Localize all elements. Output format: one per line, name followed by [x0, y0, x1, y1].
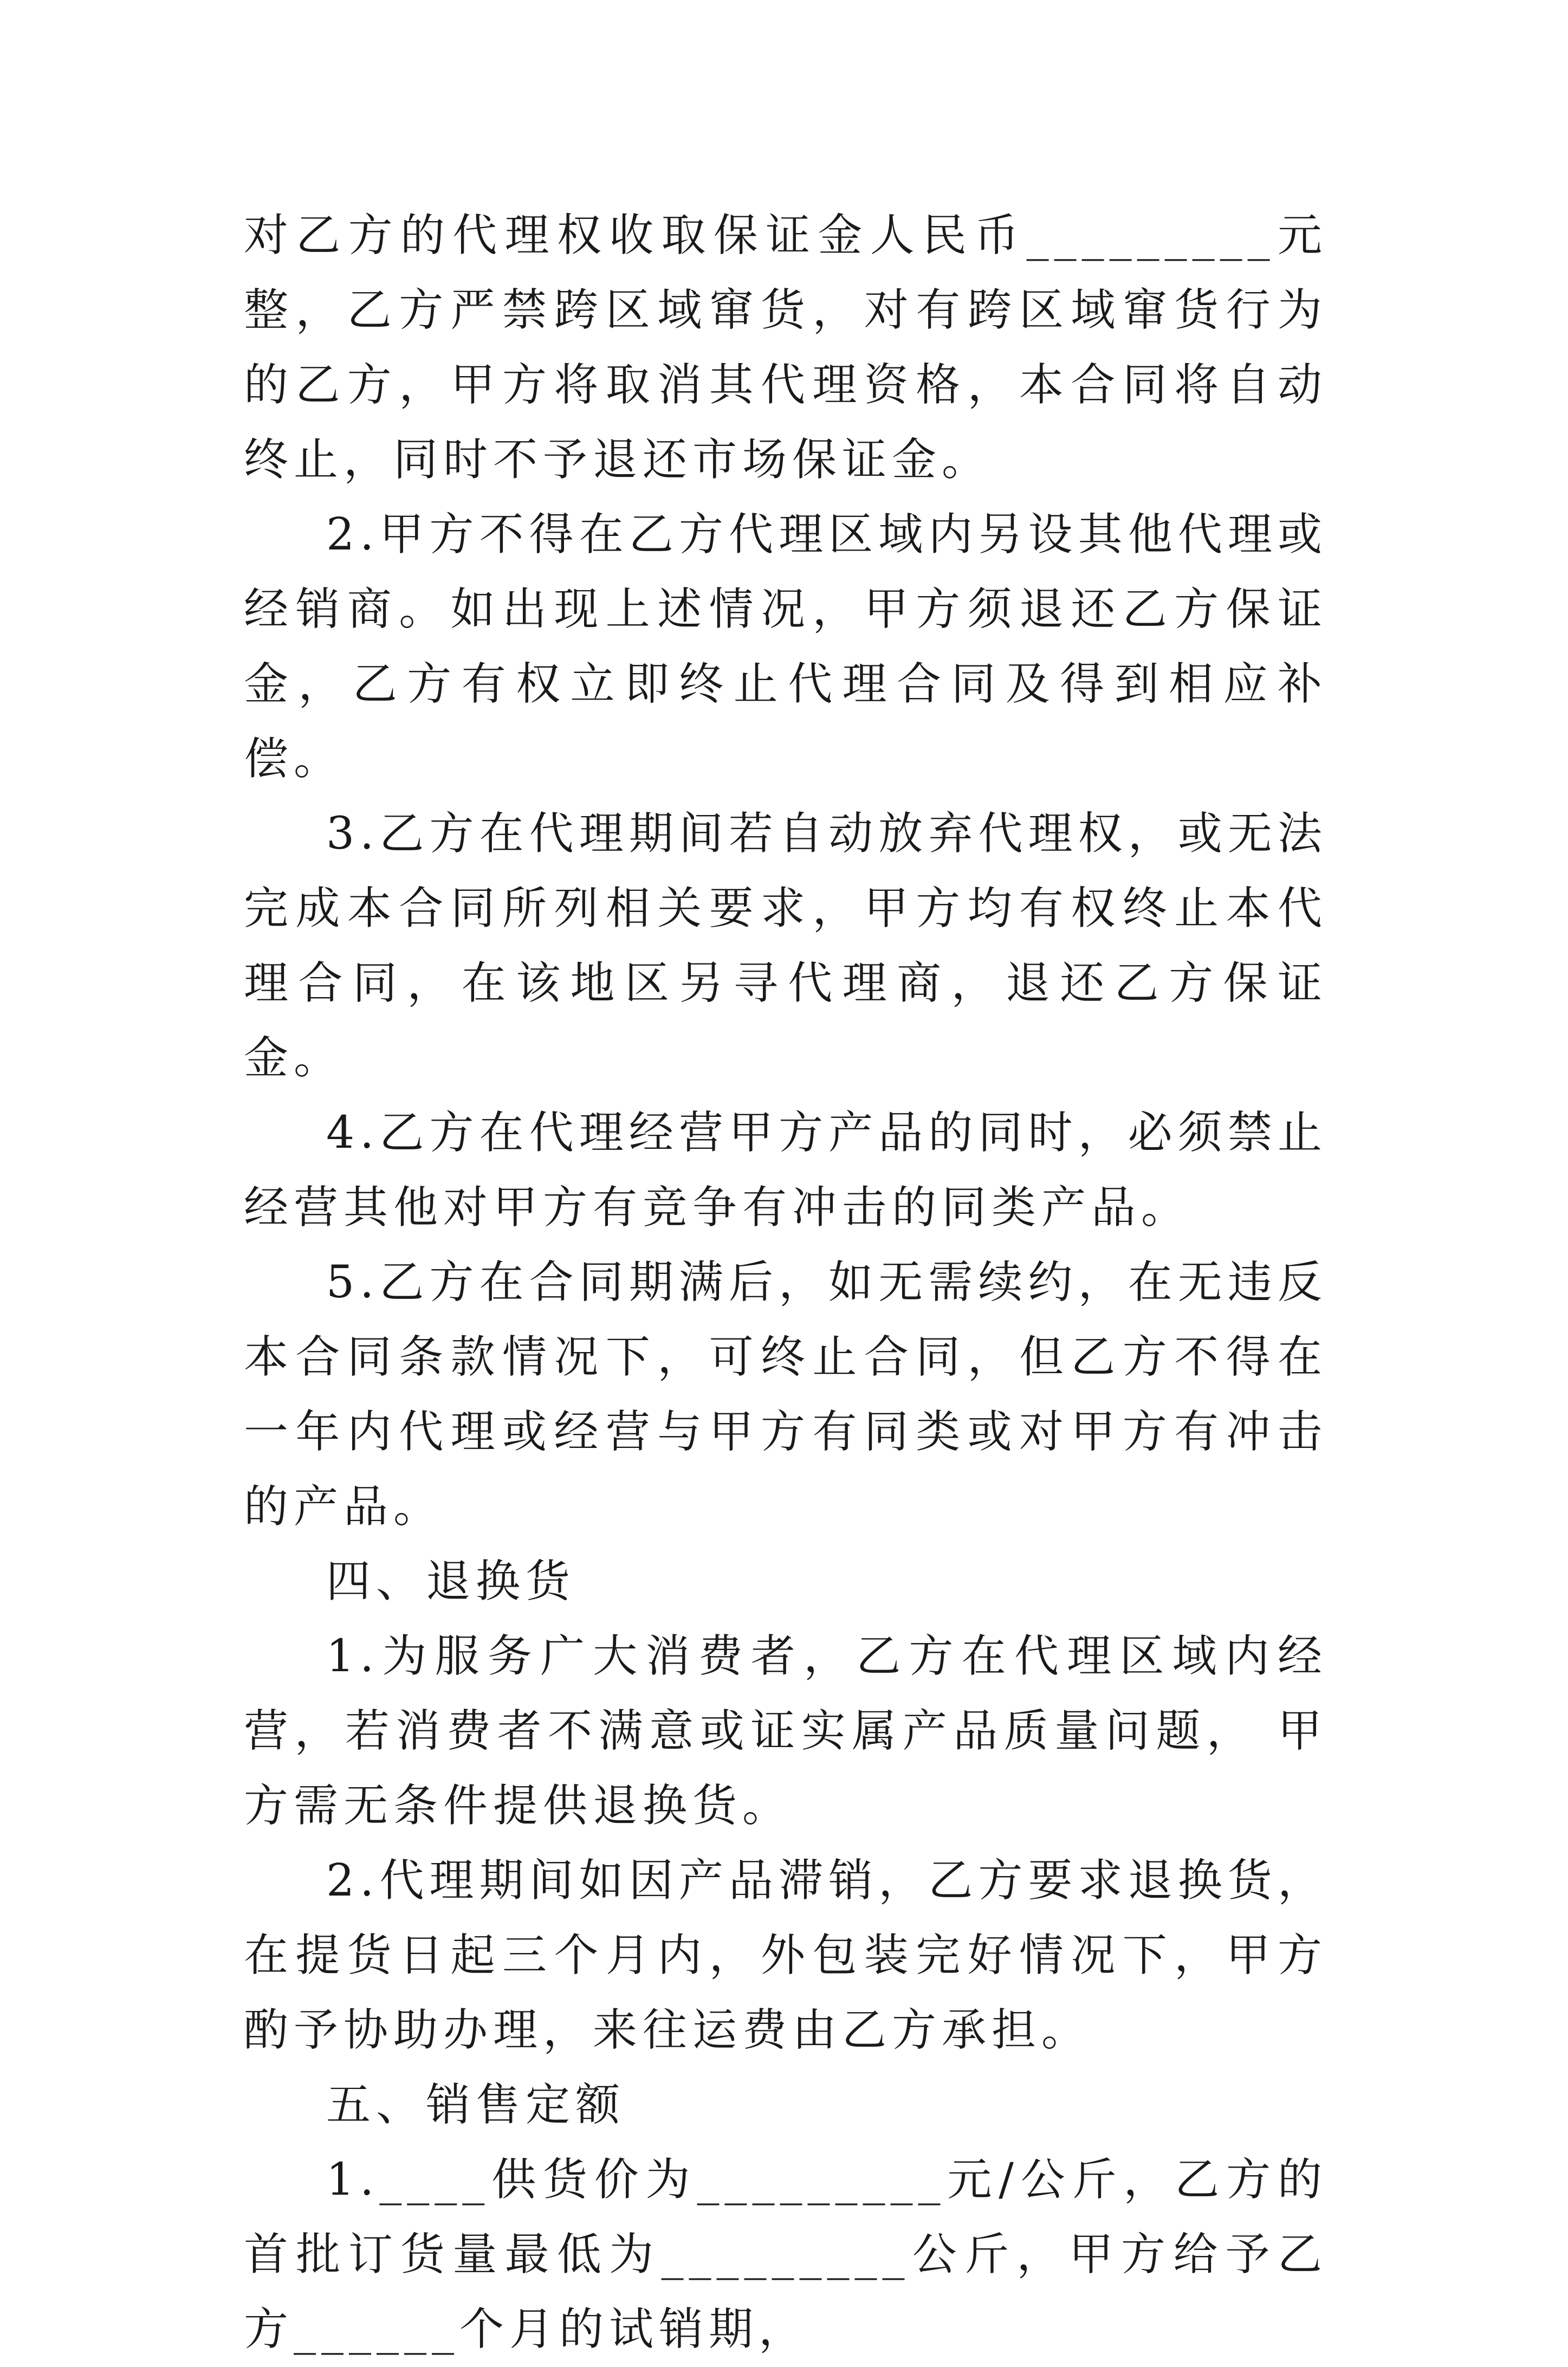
document-body: [244, 198, 1327, 2367]
section-heading-returns: 四、退换货: [326, 1556, 576, 1607]
paragraph-clause-3: 3.乙方在代理期间若自动放弃代理权，或无法完成本合同所列相关要求，甲方均有权终止本代理合同，在该地区另寻代理商，退还乙方保证金。: [244, 808, 1327, 1084]
paragraph-clause-2: 2.甲方不得在乙方代理区域内另设其他代理或经销商。如出现上述情况，甲方须退还乙方保证金，乙方有权立即终止代理合同及得到相应补偿。: [244, 509, 1327, 785]
section-heading-sales-quota: 五、销售定额: [326, 2079, 626, 2131]
paragraph-deposit-clause: 对乙方的代理权收取保证金人民币_________元整，乙方严禁跨区域窜货，对有跨区域窜货行为的乙方，甲方将取消其代理资格，本合同将自动终止，同时不予退还市场保证金。: [244, 210, 1327, 486]
paragraph-clause-4: 4.乙方在代理经营甲方产品的同时，必须禁止经营其他对甲方有竞争有冲击的同类产品。: [244, 1107, 1327, 1233]
paragraph-returns-1: 1.为服务广大消费者，乙方在代理区域内经营，若消费者不满意或证实属产品质量问题， 甲方需无条件提供退换货。: [244, 1631, 1327, 1832]
paragraph-sales-quota-1: 1.____供货价为_________元/公斤，乙方的首批订货量最低为_________公斤，甲方给予乙方______个月的试销期，: [244, 2154, 1327, 2355]
paragraph-clause-5: 5.乙方在合同期满后，如无需续约，在无违反本合同条款情况下，可终止合同，但乙方不得在一年内代理或经营与甲方有同类或对甲方有冲击的产品。: [244, 1257, 1327, 1532]
paragraph-returns-2: 2.代理期间如因产品滞销，乙方要求退换货，在提货日起三个月内，外包装完好情况下，甲方酌予协助办理，来往运费由乙方承担。: [244, 1855, 1327, 2056]
